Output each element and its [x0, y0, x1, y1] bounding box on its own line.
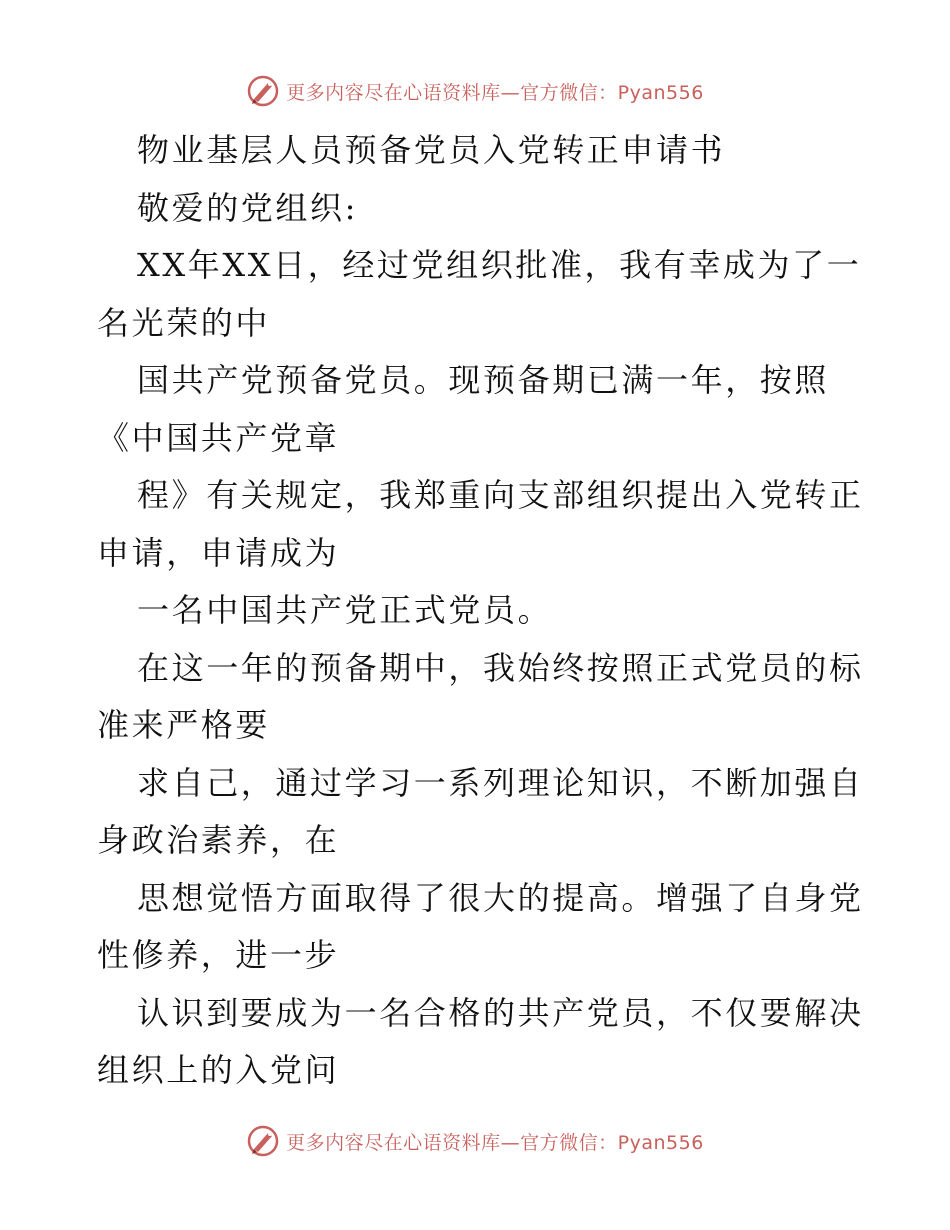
text-line: 国共产党预备党员。现预备期已满一年，按照 — [137, 361, 830, 399]
header-watermark — [0, 71, 950, 111]
text-line: XX年XX日，经过党组织批准，我有幸成为了一 — [137, 246, 862, 284]
text-line: 敬爱的党组织: — [137, 188, 358, 227]
text-line: 《中国共产党章 — [97, 418, 340, 457]
text-line: 准来严格要 — [97, 706, 271, 744]
text-line: 性修养，进一步 — [97, 936, 340, 974]
document-title: 物业基层人员预备党员入党转正申请书 — [137, 131, 726, 169]
pen-logo-icon — [246, 74, 280, 108]
text-line: 申请，申请成为 — [97, 533, 340, 572]
text-line: 在这一年的预备期中，我始终按照正式党员的标 — [137, 648, 864, 687]
watermark-text: 更多内容尽在心语资料库—官方微信：Pyan556 — [286, 81, 704, 104]
text-line: 认识到要成为一名合格的共产党员，不仅要解决 — [137, 993, 864, 1032]
text-line: 身政治素养，在 — [97, 821, 340, 859]
text-line: 组织上的入党问 — [97, 1051, 340, 1089]
watermark-text: 更多内容尽在心语资料库—官方微信：Pyan556 — [286, 1131, 704, 1154]
text-line: 程》有关规定，我郑重向支部组织提出入党转正 — [137, 476, 864, 514]
pen-logo-icon — [246, 1124, 280, 1158]
text-line: 思想觉悟方面取得了很大的提高。增强了自身党 — [137, 878, 864, 917]
text-line: 求自己，通过学习一系列理论知识，不断加强自 — [137, 763, 864, 802]
document-body — [97, 122, 864, 1100]
text-line: 一名中国共产党正式党员。 — [137, 591, 553, 629]
text-line: 名光荣的中 — [97, 303, 271, 342]
footer-watermark — [0, 1121, 950, 1161]
